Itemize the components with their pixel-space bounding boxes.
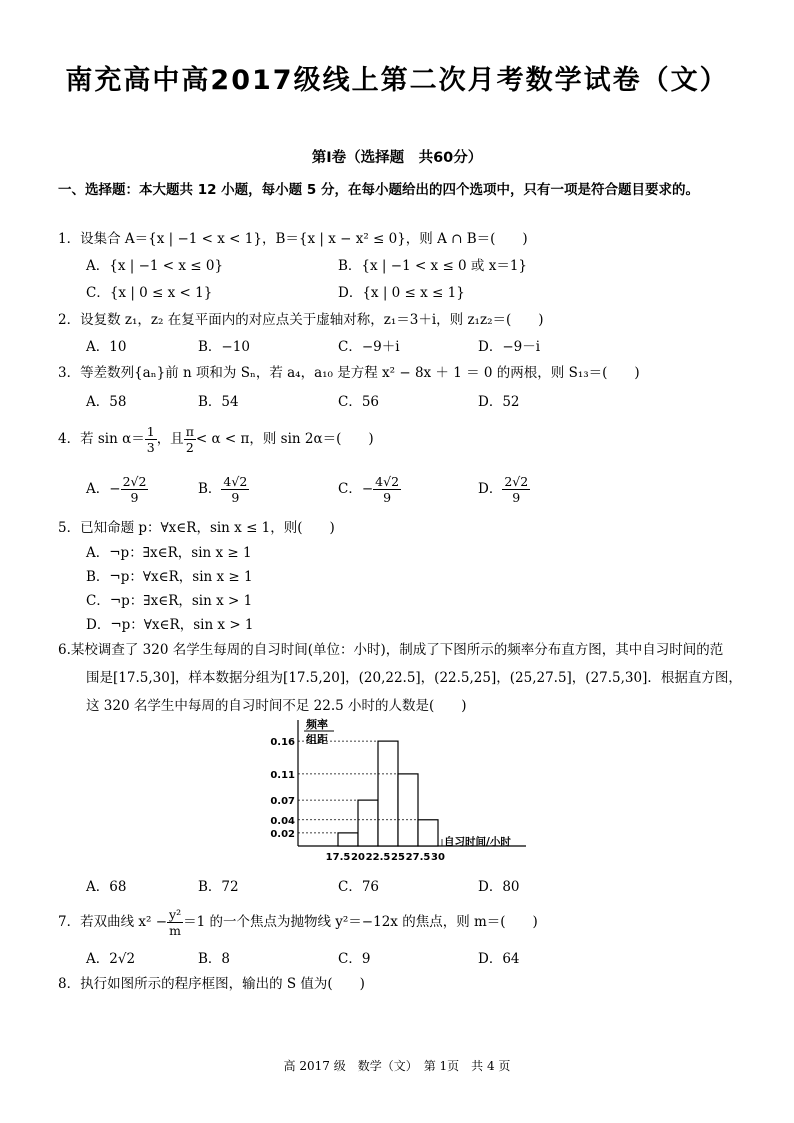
q4-option-c: C．− $\frac{4√2}{9}$ — [338, 474, 400, 505]
q8-stem: 8．执行如图所示的程序框图，输出的 S 值为( ) — [58, 976, 365, 992]
q1-stem: 1．设集合 A＝{x | −1 < x < 1}，B＝{x | x − x² ≤ 0}，则 A ∩ B＝( ) — [58, 231, 528, 247]
q2-option-d: D．−9－i — [478, 339, 541, 355]
bar-20-22.5 — [358, 800, 378, 846]
y-tick-1: 0.07 — [270, 796, 295, 808]
bar-17.5-20 — [338, 833, 358, 846]
instructions: 一、选择题：本大题共 12 小题，每小题 5 分，在每小题给出的四个选项中，只有一项是符合题目要求的。 — [58, 182, 699, 198]
bar-22.5-25 — [378, 741, 398, 846]
q7-option-c: C．9 — [338, 951, 371, 967]
y-label-bottom: 组距 — [306, 733, 328, 746]
q3-option-a: A．58 — [86, 394, 127, 410]
y-tick-4: 0.04 — [270, 815, 295, 827]
x-tick-20: 20 — [351, 852, 365, 863]
q7-frac: $\frac{\text{y²}}{m}$ — [169, 907, 182, 938]
frequency-histogram — [258, 716, 538, 871]
y-label-top: 频率 — [306, 718, 328, 731]
q3-stem: 3．等差数列{aₙ}前 n 项和为 Sₙ，若 a₄，a₁₀ 是方程 x² − 8x ＋ 1 ＝ 0 的两根，则 S₁₃＝( ) — [58, 365, 640, 381]
x-tick-27.5: 27.5 — [405, 852, 431, 863]
q4-option-b: B． $\frac{4√2}{9}$ — [198, 474, 248, 505]
q5-option-b: B．¬p：∀x∈R，sin x ≥ 1 — [86, 569, 253, 585]
q6-option-d: D．80 — [478, 879, 520, 895]
q6-option-b: B．72 — [198, 879, 239, 895]
y-tick-0: 0.02 — [270, 828, 295, 840]
q4-stem: 4．若 sin α＝ $\frac{1}{3}$ ，且 $\frac{\pi}{2}$ < α < π，则 sin 2α＝( ) — [58, 424, 374, 455]
q3-option-d: D．52 — [478, 394, 520, 410]
q7-option-d: D．64 — [478, 951, 520, 967]
q7-option-a: A．2√2 — [86, 951, 136, 967]
q1-option-b: B．{x | −1 < x ≤ 0 或 x＝1} — [338, 258, 528, 274]
q4-option-a: A．− $\frac{2√2}{9}$ — [86, 474, 147, 505]
q2-stem: 2．设复数 z₁，z₂ 在复平面内的对应点关于虚轴对称，z₁＝3＋i，则 z₁z₂＝( ) — [58, 312, 544, 328]
x-tick-30: 30 — [431, 852, 445, 863]
x-tick-22.5: 22.5 — [365, 852, 391, 863]
bar-27.5-30 — [418, 820, 438, 846]
q3-option-c: C．56 — [338, 394, 380, 410]
section-title: 第Ⅰ卷（选择题 共60分） — [311, 150, 483, 166]
q2-option-a: A．10 — [86, 339, 127, 355]
exam-title: 南充高中高2017级线上第二次月考数学试卷（文） — [65, 65, 729, 96]
q4-option-d: D． $\frac{2√2}{9}$ — [478, 474, 529, 505]
page-footer: 高 2017 级 数学（文） 第 1页 共 4 页 — [283, 1059, 511, 1073]
q2-option-b: B．−10 — [198, 339, 250, 355]
x-label: 自习时间/小时 — [444, 836, 511, 848]
bar-25-27.5 — [398, 774, 418, 846]
q7-option-b: B．8 — [198, 951, 231, 967]
q1-option-d: D．{x | 0 ≤ x ≤ 1} — [338, 285, 465, 301]
y-tick-3: 0.11 — [270, 769, 295, 781]
q5-option-d: D．¬p：∀x∈R，sin x > 1 — [86, 617, 254, 633]
q4-frac-1: $\frac{1}{3}$ — [146, 424, 155, 455]
q3-option-b: B．54 — [198, 394, 239, 410]
q5-option-a: A．¬p：∃x∈R，sin x ≥ 1 — [86, 545, 252, 561]
y-tick-2: 0.16 — [270, 737, 295, 749]
q6-line-3: 这 320 名学生中每周的自习时间不足 22.5 小时的人数是( ) — [86, 698, 467, 714]
q2-option-c: C．−9＋i — [338, 339, 400, 355]
q1-option-c: C．{x | 0 ≤ x < 1} — [86, 285, 213, 301]
q6-option-c: C．76 — [338, 879, 380, 895]
q7-stem: 7．若双曲线 x² − $\frac{\text{y²}}{m}$ ＝1 的一个焦点为抛物线 y²＝−12x 的焦点，则 m＝( ) — [58, 907, 538, 938]
q5-stem: 5．已知命题 p：∀x∈R，sin x ≤ 1，则( ) — [58, 520, 335, 536]
q6-option-a: A．68 — [86, 879, 127, 895]
q5-option-c: C．¬p：∃x∈R，sin x > 1 — [86, 593, 253, 609]
q4-frac-2: $\frac{\pi}{2}$ — [185, 424, 194, 455]
q1-option-a: A．{x | −1 < x ≤ 0} — [86, 258, 224, 274]
q6-line-2: 围是[17.5,30]，样本数据分组为[17.5,20]，(20,22.5]，(22.5,25]，(25,27.5]，(27.5,30]．根据直方图， — [86, 670, 742, 686]
x-tick-25: 25 — [391, 852, 405, 863]
x-tick-17.5: 17.5 — [325, 852, 351, 863]
q6-line-1: 6.某校调查了 320 名学生每周的自习时间(单位：小时)，制成了下图所示的频率分布直方图，其中自习时间的范 — [58, 642, 724, 658]
